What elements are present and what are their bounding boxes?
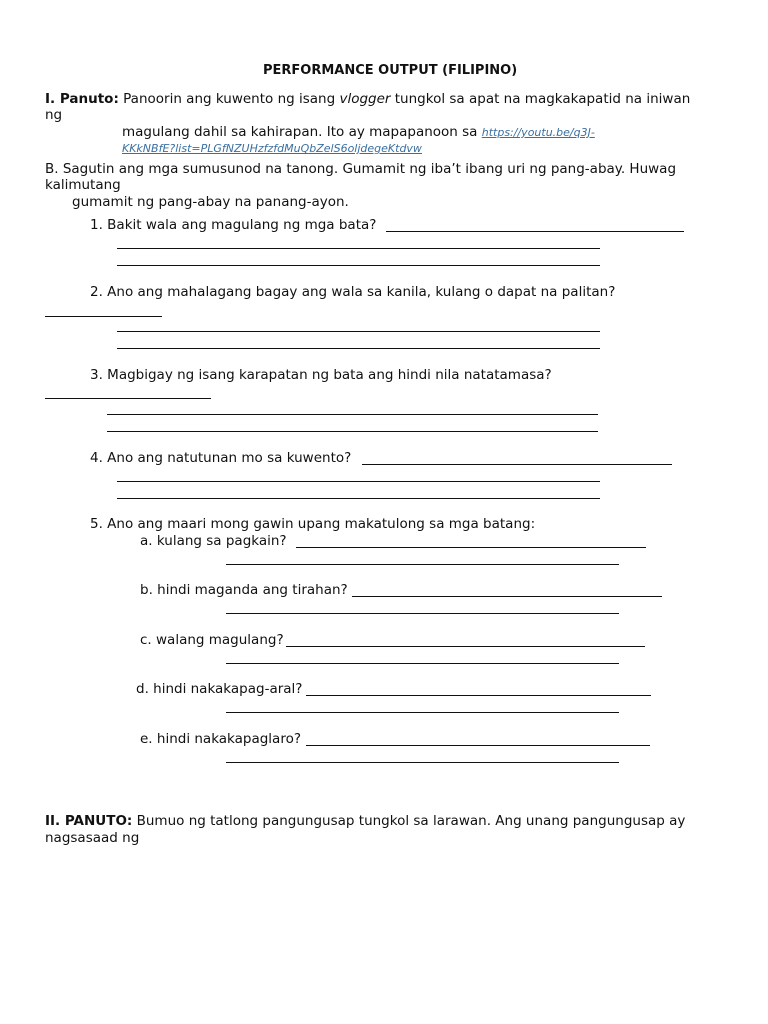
question-4: 4. Ano ang natutunan mo sa kuwento?: [90, 450, 352, 466]
part1-vlogger: vlogger: [339, 91, 391, 107]
video-link-part1[interactable]: https://youtu.be/q3J-: [481, 126, 595, 139]
video-link-part2[interactable]: KKkNBfE?list=PLGfNZUHzfzfdMuQbZelS6oljdegeKtdvw: [122, 142, 422, 155]
page-title: PERFORMANCE OUTPUT (FILIPINO): [263, 63, 518, 78]
answer-line-q3-b[interactable]: [107, 431, 598, 432]
answer-line-q5a[interactable]: [226, 564, 619, 565]
answer-line-q1-b[interactable]: [117, 265, 600, 266]
question-5b: b. hindi maganda ang tirahan?: [140, 582, 348, 598]
part1-line2: ng: [45, 107, 63, 123]
answer-line-q4-a[interactable]: [117, 481, 600, 482]
partB-line3: gumamit ng pang-abay na panang-ayon.: [72, 194, 349, 210]
question-5a: a. kulang sa pagkain?: [140, 533, 287, 549]
answer-line-q1-inline[interactable]: [386, 231, 684, 232]
answer-line-q4-inline[interactable]: [362, 464, 672, 465]
answer-line-q5d[interactable]: [226, 712, 619, 713]
question-5: 5. Ano ang maari mong gawin upang makatulong sa mga batang:: [90, 516, 536, 532]
part2-line2: nagsasaad ng: [45, 830, 140, 846]
part1-text-b: tungkol sa apat na magkakapatid na iniwan: [390, 91, 691, 107]
answer-line-q5c-inline[interactable]: [286, 646, 645, 647]
part1-heading: I. Panuto:: [45, 91, 119, 107]
answer-line-q5b[interactable]: [226, 613, 619, 614]
question-2: 2. Ano ang mahalagang bagay ang wala sa kanila, kulang o dapat na palitan?: [90, 284, 616, 300]
part1-line3: [122, 124, 685, 141]
answer-line-q5e-inline[interactable]: [306, 745, 650, 746]
part2-text-a: Bumuo ng tatlong pangungusap tungkol sa larawan. Ang unang pangungusap ay: [132, 813, 686, 829]
question-5c: c. walang magulang?: [140, 632, 284, 648]
answer-line-q5a-inline[interactable]: [296, 547, 646, 548]
question-5e: e. hindi nakakapaglaro?: [140, 731, 302, 747]
answer-line-q1-a[interactable]: [117, 248, 600, 249]
part1-text-a: Panoorin ang kuwento ng isang: [123, 91, 340, 107]
partB-line1: B. Sagutin ang mga sumusunod na tanong. Gumamit ng iba’t ibang uri ng pang-abay. Huwag: [45, 161, 677, 177]
answer-line-q3-inline[interactable]: [45, 398, 211, 399]
part1-text-d: magulang dahil sa kahirapan. Ito ay mapapanoon sa: [122, 124, 482, 140]
question-3: 3. Magbigay ng isang karapatan ng bata ang hindi nila natatamasa?: [90, 367, 552, 383]
part2-line1: [45, 813, 685, 830]
question-5d: d. hindi nakakapag-aral?: [136, 681, 303, 697]
question-1: 1. Bakit wala ang magulang ng mga bata?: [90, 217, 377, 233]
answer-line-q2-b[interactable]: [117, 348, 600, 349]
answer-line-q5b-inline[interactable]: [352, 596, 662, 597]
answer-line-q5e[interactable]: [226, 762, 619, 763]
answer-line-q2-a[interactable]: [117, 331, 600, 332]
answer-line-q2-inline[interactable]: [45, 316, 162, 317]
answer-line-q4-b[interactable]: [117, 498, 600, 499]
part1-line1: [45, 91, 690, 108]
answer-line-q5c[interactable]: [226, 663, 619, 664]
answer-line-q5d-inline[interactable]: [306, 695, 651, 696]
part2-heading: II. PANUTO:: [45, 813, 133, 829]
answer-line-q3-a[interactable]: [107, 414, 598, 415]
partB-line2: kalimutang: [45, 177, 121, 193]
